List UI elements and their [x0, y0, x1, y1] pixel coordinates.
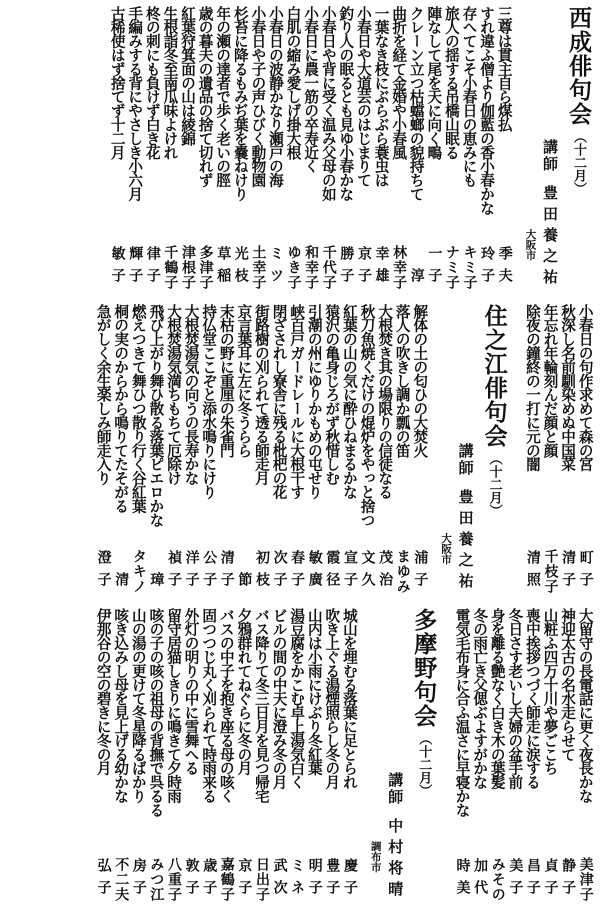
haiku-author: みその [489, 857, 506, 902]
haiku-author: 春子 [289, 550, 306, 594]
haiku-text: 三尊は貫主自ら煤払 [495, 6, 513, 132]
section-title: 西成俳句会 [565, 6, 592, 126]
lecturer-city: 大阪市 [524, 228, 537, 260]
haiku-author: 草稲 [215, 246, 232, 290]
haiku-author: 美子 [507, 858, 524, 902]
haiku-author: 不二夫 [113, 857, 130, 902]
haiku-text: 夕鴉群れてねぐらに冬の月 [235, 608, 253, 775]
haiku-entry [270, 608, 288, 902]
haiku-entry [165, 304, 183, 594]
city-column [368, 608, 383, 902]
haiku-entry [214, 6, 232, 290]
haiku-author: 八重子 [166, 857, 183, 902]
band-2 [6, 304, 594, 594]
haiku-author: 美津子 [577, 857, 594, 902]
haiku-entry [112, 304, 130, 594]
haiku-author: 明子 [306, 858, 323, 902]
section-month: （十二月） [416, 732, 432, 797]
haiku-text: 杉苔に降るもみぢ葉を嚢ねけり [231, 6, 249, 201]
haiku-text: 末枯の野に重厘の朱雀門 [217, 304, 235, 457]
haiku-text: 柊の刺にも負けず白き花 [143, 6, 161, 159]
haiku-author: 輝子 [127, 246, 144, 290]
haiku-text: 白肌の縮み愛しげ掛大根 [284, 6, 302, 159]
haiku-author: 霞径 [324, 550, 341, 594]
haiku-entry [270, 304, 288, 594]
section-gap [439, 608, 453, 902]
haiku-text: 猿沢の亀身じろがず秋惜しむ [323, 304, 341, 485]
haiku-author: 清照 [524, 550, 541, 594]
haiku-author: 文久 [359, 550, 376, 594]
haiku-author: 静子 [560, 858, 577, 902]
haiku-author: 宣子 [341, 550, 358, 594]
haiku-text: 陣なして尾を天に向く鴫 [425, 6, 443, 159]
haiku-text: すれ違ふ僧より伽藍の香小春かな [478, 6, 496, 215]
haiku-entry [302, 6, 320, 290]
haiku-text: 冬の雨亡き父偲ぶよすがかな [471, 608, 489, 789]
city-column [523, 6, 538, 290]
haiku-text: 年の瀬の達者で歩く老いの脛 [214, 6, 232, 187]
haiku-entry [341, 304, 359, 594]
haiku-text: 飛び上がり舞ひ散る落葉ピエロかな [147, 304, 165, 527]
haiku-entry [253, 304, 271, 594]
haiku-author: 次子 [271, 550, 288, 594]
lecturer-role: 講師 [456, 443, 475, 477]
haiku-author: みつ江 [148, 857, 165, 902]
haiku-text: 身を離る艶なく白き木の葉髪 [488, 608, 506, 789]
haiku-text: 伊那谷の空の碧きに冬の月 [94, 608, 112, 775]
lecturer-column [538, 6, 562, 290]
haiku-text: 城山を埋むる落葉に足とられ [340, 608, 358, 789]
haiku-text: 引潮の州にゆりかもめの屯せり [305, 304, 323, 499]
city-column [439, 304, 454, 594]
haiku-text: 冬日さす老いし夫婦の盆手前 [506, 608, 524, 789]
haiku-text: 大留守の長電話に更く夜長かな [576, 608, 594, 803]
haiku-author: まゆみ [394, 549, 411, 594]
haiku-entry [182, 608, 200, 902]
haiku-entry [495, 6, 513, 290]
haiku-author: 一子 [426, 246, 443, 290]
haiku-entry [126, 6, 144, 290]
haiku-text: バスの中子を抱き座る母の咳く [217, 608, 235, 803]
haiku-author: 光枝 [232, 246, 249, 290]
haiku-author: 公子 [201, 550, 218, 594]
haiku-entry [112, 608, 130, 902]
title-spacer [513, 6, 523, 290]
haiku-text: バス降りて冬三日月を見つ帰宅 [252, 608, 270, 803]
haiku-author: 時美 [454, 858, 471, 902]
haiku-author: 璋 [148, 572, 165, 594]
haiku-text: 紅葉の山の気に酔ひねまるかな [340, 304, 358, 499]
band-2-columns [6, 304, 594, 594]
haiku-entry [506, 608, 524, 902]
haiku-text: 喪中挨拶つづく師走に涙する [523, 608, 541, 789]
section-title-column [407, 608, 439, 902]
haiku-author: 歳子 [201, 858, 218, 902]
haiku-author: 豊子 [324, 858, 341, 902]
haiku-entry [341, 608, 359, 902]
haiku-entry [182, 304, 200, 594]
haiku-author: 節 [236, 572, 253, 594]
haiku-entry [94, 304, 112, 594]
haiku-text: 山内は小雨にけぶり冬紅葉 [305, 608, 323, 775]
lecturer-city: 大阪市 [440, 532, 453, 564]
haiku-entry [337, 6, 355, 290]
band-1 [6, 6, 594, 290]
haiku-text: 存へてこそ小春日の恵みにも [460, 6, 478, 187]
haiku-entry [288, 304, 306, 594]
haiku-entry [319, 6, 337, 290]
haiku-entry [130, 608, 148, 902]
haiku-entry [393, 304, 411, 594]
haiku-author: 浦子 [412, 550, 429, 594]
haiku-entry [471, 608, 489, 902]
haiku-text: 釣り人の眠るとも見ゆ小春かな [337, 6, 355, 201]
haiku-author: 初枝 [253, 550, 270, 594]
lecturer-city: 調布市 [369, 840, 382, 872]
haiku-author: 町子 [577, 550, 594, 594]
section-title-column [478, 304, 510, 594]
haiku-text: 山の湯の更けて冬星降るばかり [129, 608, 147, 803]
haiku-entry [200, 608, 218, 902]
haiku-author: 嘉鶴子 [218, 857, 235, 902]
haiku-author: 武次 [271, 858, 288, 902]
haiku-entry [376, 304, 394, 594]
haiku-author: 弘子 [95, 858, 112, 902]
haiku-text: 外灯の明りの中に雪舞へる [182, 608, 200, 775]
haiku-entry [130, 304, 148, 594]
haiku-entry [541, 304, 559, 594]
haiku-text: 曲折を経て金婚や小春風 [390, 6, 408, 159]
haiku-text: 大根焚湯気の向うの長寿かな [182, 304, 200, 485]
haiku-entry [524, 608, 542, 902]
haiku-entry [372, 6, 390, 290]
haiku-text: 街路樹の刈られて透る師走月 [252, 304, 270, 485]
haiku-entry [524, 304, 542, 594]
haiku-entry [253, 608, 271, 902]
haiku-author: 茂治 [377, 550, 394, 594]
haiku-text: 吹き上ぐる湯煙照らし冬の月 [323, 608, 341, 789]
haiku-entry [460, 6, 478, 290]
haiku-author: 律子 [144, 246, 161, 290]
haiku-author: 澄子 [95, 550, 112, 594]
haiku-text: 電気毛布身に合ふ温さに早寝かな [453, 608, 471, 817]
haiku-entry [390, 6, 408, 290]
haiku-text: 秋刀魚焼くだけの焜炉をやっと捨つ [358, 304, 376, 527]
haiku-entry [249, 6, 267, 290]
haiku-author: 清子 [218, 550, 235, 594]
haiku-entry [94, 608, 112, 902]
haiku-author: ゆき子 [285, 245, 302, 290]
lecturer-role: 講師 [386, 772, 405, 806]
haiku-entry [179, 6, 197, 290]
haiku-entry [411, 304, 429, 594]
haiku-text: 急がしく余生楽しみ師走入り [94, 304, 112, 485]
section-title: 多摩野句会 [410, 608, 438, 728]
haiku-author: 敏子 [109, 246, 126, 290]
lecturer-role: 講師 [541, 139, 559, 173]
haiku-text: 小春日や背に受く温み父母の如 [319, 6, 337, 201]
haiku-text: 閉ざされし寮舎に残る枇杷の花 [270, 304, 288, 499]
haiku-entry [323, 304, 341, 594]
haiku-author: ナミ子 [443, 245, 460, 290]
haiku-entry [443, 6, 461, 290]
haiku-entry [161, 6, 179, 290]
haiku-entry [108, 6, 126, 290]
haiku-author: ミツ [267, 246, 284, 290]
haiku-text: 除夜の鐘終の一打に元の闇 [523, 304, 541, 471]
lecturer-name: 中村将晴 [386, 818, 405, 902]
haiku-entry [144, 6, 162, 290]
haiku-author: 敦子 [183, 858, 200, 902]
haiku-text: 固つつじ丸く刈られて時雨来る [200, 608, 218, 803]
haiku-entry [355, 6, 373, 290]
haiku-text: 持仏堂ここぞと添水鳴りにけり [200, 304, 218, 499]
haiku-author: 日出子 [253, 857, 270, 902]
haiku-author: タキノ [130, 549, 147, 594]
haiku-author: 津根子 [180, 245, 197, 290]
haiku-author: 貞子 [542, 858, 559, 902]
haiku-text: 秋深し名前馴染めぬ中国菜 [559, 304, 577, 471]
haiku-entry [541, 608, 559, 902]
haiku-author: 多津子 [197, 245, 214, 290]
haiku-text: 小春日や子の声ひびく動物園 [249, 6, 267, 187]
haiku-entry [235, 608, 253, 902]
haiku-text: 解体の土の匂ひの大焚火 [411, 304, 429, 457]
haiku-entry [288, 608, 306, 902]
haiku-text: 旅人の揺する吊橋山眠る [442, 6, 460, 159]
haiku-text: 歳の暮夫の遺品の捨て切れず [196, 6, 214, 187]
haiku-author: 敏廣 [306, 550, 323, 594]
haiku-entry [358, 304, 376, 594]
haiku-text: 神迎太古の名水走らせて [559, 608, 577, 761]
haiku-author: 京子 [355, 246, 372, 290]
haiku-text: 小春日に農一筋の卒寿近く [302, 6, 320, 173]
haiku-entry [559, 608, 577, 902]
haiku-text: 手編みする背にやさしき小六月 [126, 6, 144, 201]
section-title: 住之江俳句会 [480, 304, 508, 448]
haiku-entry [559, 304, 577, 594]
haiku-author: キミ子 [461, 245, 478, 290]
haiku-text: 小春日や大道芸のはじまりて [354, 6, 372, 187]
haiku-entry [305, 304, 323, 594]
haiku-entry [453, 608, 471, 902]
haiku-author: 季夫 [496, 246, 513, 290]
lecturer-name: 豊田養之祐 [541, 185, 559, 290]
haiku-entry [284, 6, 302, 290]
haiku-author: 千鶴子 [162, 245, 179, 290]
title-spacer [429, 304, 439, 594]
haiku-author: 禎子 [166, 550, 183, 594]
haiku-author: 林幸子 [391, 245, 408, 290]
lecturer-column [454, 304, 478, 594]
haiku-entry [478, 6, 496, 290]
haiku-text: 山粧ふ四万十川や夢ごこち [541, 608, 559, 775]
haiku-text: クレーン立つ枯蟷螂の貌持ちて [407, 6, 425, 201]
haiku-entry [147, 608, 165, 902]
haiku-text: 留守居猫しきりに鳴きて夕時雨 [165, 608, 183, 803]
section-title-column [562, 6, 594, 290]
haiku-author: 千枝子 [542, 549, 559, 594]
haiku-entry [235, 304, 253, 594]
haiku-text: 大根焚湯気満ちもちて厄除け [165, 304, 183, 485]
haiku-entry [218, 608, 236, 902]
haiku-author: ミネ [289, 858, 306, 902]
haiku-text: 京言葉耳に左に冬うらら [235, 304, 253, 457]
haiku-text: 一葉なき枝にぶらぶら蓑虫は [372, 6, 390, 187]
haiku-text: 桐の実のからから鳴りてたそがる [112, 304, 130, 513]
haiku-entry [147, 304, 165, 594]
band-3 [6, 608, 594, 902]
haiku-text: 小春日の句作求めて森の宮 [576, 304, 594, 471]
haiku-entry [407, 6, 425, 290]
haiku-author: 淳 [408, 268, 425, 290]
haiku-entry [232, 6, 250, 290]
haiku-text: 咳き込みし母を見上げる幼かな [112, 608, 130, 803]
haiku-author: 昌子 [524, 858, 541, 902]
haiku-author: 幸雄 [373, 246, 390, 290]
haiku-text: 年忘れ年輪刻んだ顔と顔 [541, 304, 559, 457]
section-month: （十二月） [486, 452, 502, 517]
haiku-author: 清 [113, 572, 130, 594]
haiku-text: 小春日の波静かなり瀬戸の海 [266, 6, 284, 187]
haiku-text: 燃えつきて舞ひつ散り行く谷紅葉 [129, 304, 147, 513]
haiku-entry [576, 304, 594, 594]
haiku-author: 千代子 [320, 245, 337, 290]
haiku-entry [218, 304, 236, 594]
haiku-entry [425, 6, 443, 290]
band-1-columns [6, 6, 594, 290]
haiku-entry [165, 608, 183, 902]
haiku-text: 大根焚き其の場限りの信徒なる [376, 304, 394, 499]
haiku-author: 加代 [472, 858, 489, 902]
haiku-text: 古稀使はず捨てず十二月 [108, 6, 126, 159]
haiku-author: 勝子 [338, 246, 355, 290]
haiku-author: 京子 [236, 858, 253, 902]
section-month: （十二月） [571, 130, 586, 195]
haiku-author: 土幸子 [250, 245, 267, 290]
haiku-author: 慶子 [341, 858, 358, 902]
haiku-author: 玲子 [479, 246, 496, 290]
haiku-entry [576, 608, 594, 902]
lecturer-column [383, 608, 407, 902]
haiku-entry [196, 6, 214, 290]
title-spacer [358, 608, 368, 902]
haiku-text: 落人の吹きし調か瓢の笛 [393, 304, 411, 457]
haiku-entry [305, 608, 323, 902]
band-3-columns [6, 608, 594, 902]
haiku-entry [200, 304, 218, 594]
haiku-text: ビルの間の中天に澄み冬の月 [270, 608, 288, 789]
haiku-entry [323, 608, 341, 902]
haiku-text: 峡百戸ガードレールに大根干す [288, 304, 306, 499]
haiku-text: 咳の子の咳の祖母の背撫で呉るる [147, 608, 165, 817]
haiku-text: 紅葉狩箕面の山は綾錦 [179, 6, 197, 145]
haiku-entry [488, 608, 506, 902]
haiku-author: 房子 [130, 858, 147, 902]
haiku-text: 湯豆腐をかこむ卓上湯気白く [288, 608, 306, 789]
lecturer-name: 豊田養之祐 [456, 489, 475, 594]
haiku-text: 生根詣冬至南瓜味よけれ [161, 6, 179, 159]
section-gap [510, 304, 524, 594]
haiku-author: 洋子 [183, 550, 200, 594]
haiku-author: 和幸子 [303, 245, 320, 290]
haiku-author: 清子 [560, 550, 577, 594]
haiku-entry [267, 6, 285, 290]
